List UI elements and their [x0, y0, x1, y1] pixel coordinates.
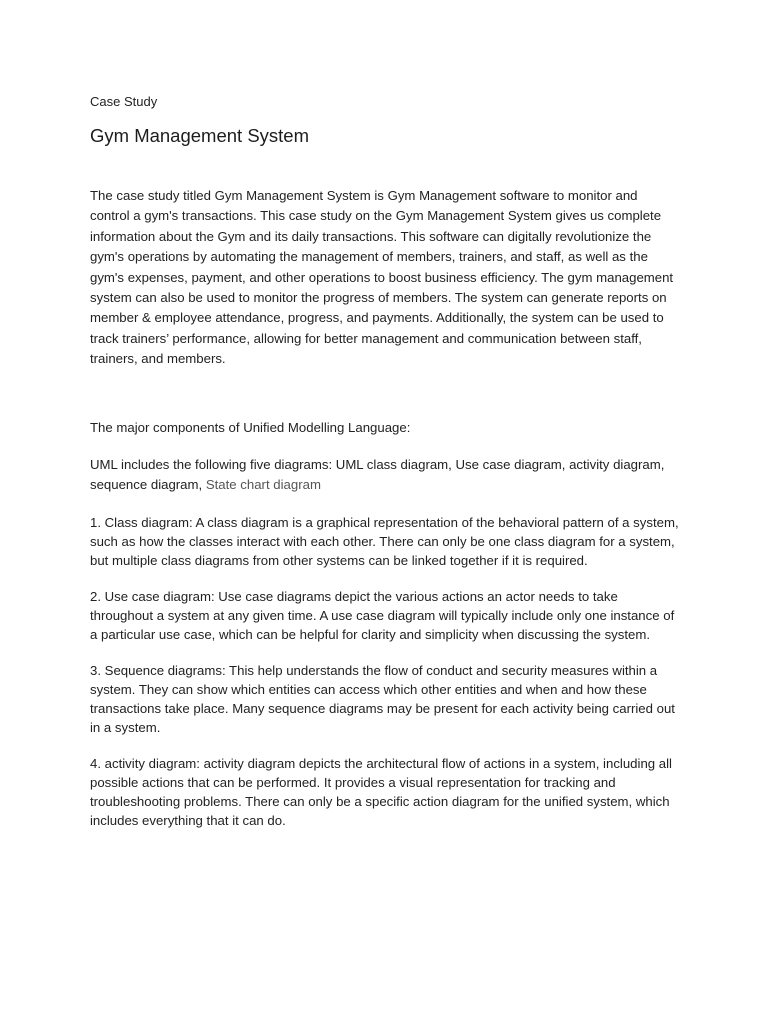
document-body [90, 92, 680, 830]
class-diagram-paragraph: 1. Class diagram: A class diagram is a graphical representation of the behavioral pattern of a system, such as how the classes interact with each other. There can only be one class diagram for a system, but multiple class diagrams from other systems can be linked together if it is required. [90, 514, 679, 568]
intro-paragraph: The case study titled Gym Management System is Gym Management software to monitor and control a gym's transactions. This case study on the Gym Management System gives us complete information about the Gym and its daily transactions. This software can digitally revolutionize the gym's operations by automating the management of members, trainers, and staff, as well as the gym's expenses, payment, and other operations to boost business efficiency. The gym management system can also be used to monitor the progress of members. The system can generate reports on member & employee attendance, progress, and payments. Additionally, the system can be used to track trainers’ performance, allowing for better management and communication between staff, trainers, and members. [90, 188, 674, 367]
state-chart-diagram-text: State chart diagram [205, 477, 321, 493]
case-study-label: Case Study [90, 94, 158, 109]
activity-diagram-paragraph: 4. activity diagram: activity diagram depicts the architectural flow of actions in a system, including all possible actions that can be performed. It provides a visual representation for tracking and troubleshooting problems. There can only be a specific action diagram for the unified system, which includes everything that it can do. [90, 755, 672, 828]
document-title: Gym Management System [90, 125, 309, 146]
uml-diagrams-paragraph [90, 455, 680, 496]
use-case-diagram-paragraph: 2. Use case diagram: Use case diagrams depict the various actions an actor needs to take throughout a system at any given time. A use case diagram will typically include only one instance of a particular use case, which can be helpful for clarity and simplicity when discussing the system. [90, 588, 675, 642]
uml-diagrams-text: UML includes the following five diagrams: UML class diagram, Use case diagram, activity diagram, sequence diagram, [90, 457, 665, 493]
uml-components-heading: The major components of Unified Modelling Language: [90, 419, 411, 435]
sequence-diagram-paragraph: 3. Sequence diagrams: This help understands the flow of conduct and security measures within a system. They can show which entities can access which other entities and when and how these transactions take place. Many sequence diagrams may be present for each activity being carried out in a system. [90, 662, 675, 735]
